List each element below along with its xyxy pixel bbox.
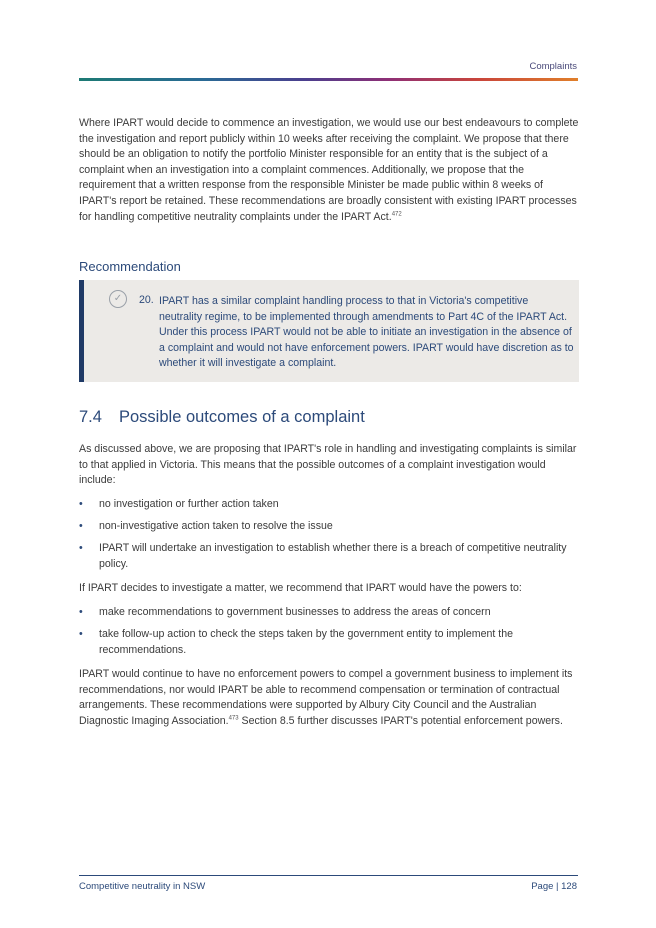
footer-title: Competitive neutrality in NSW <box>79 881 206 892</box>
section-number: 7.4 <box>79 408 102 426</box>
recommendation-number: 20. <box>139 294 154 306</box>
bullet-icon: • <box>79 606 83 618</box>
footer-rule <box>79 875 578 876</box>
section-title: Possible outcomes of a complaint <box>119 408 365 426</box>
bullet-icon: • <box>79 628 83 640</box>
intro-text: Where IPART would decide to commence an investigation, we would use our best endeavours to complete the investigation and report publicly within 10 weeks after receiving the complaint. We propose that there should be an obligation to notify the portfolio Minister responsible for an entity that is the subject of a complaint when an investigation into a complaint commences. Additionally, we propose that the requirement that a written response from the responsible Minister be made public within 8 weeks of IPART's report be retained. These recommendations are broadly consistent with existing IPART processes for handling competitive neutrality complaints under the IPART Act. <box>79 117 579 223</box>
page-number: Page | 128 <box>531 881 577 892</box>
check-circle-icon: ✓ <box>109 290 127 308</box>
recommendation-accent-bar <box>79 280 84 382</box>
list-item: • non-investigative action taken to resolve the issue <box>79 519 579 535</box>
footnote-ref[interactable]: 472 <box>391 211 402 218</box>
bullet-icon: • <box>79 542 83 554</box>
header-rule <box>79 78 578 81</box>
recommendation-text: IPART has a similar complaint handling process to that in Victoria's competitive neutrality regime, to be implemented through amendments to Part 4C of the IPART Act. Under this process IPART would not be able to initiate an investigation in the absence of a complaint and would not have enforcement powers. IPART would have discretion as to whether it will investigate a complaint. <box>159 295 574 370</box>
paragraph-enforcement <box>79 667 579 729</box>
bullet-icon: • <box>79 498 83 510</box>
paragraph-outcomes: As discussed above, we are proposing that IPART's role in handling and investigating complaints is similar to that applied in Victoria. This means that the possible outcomes of a complaint investigation would include: <box>79 443 577 487</box>
list-item: • IPART will undertake an investigation to establish whether there is a breach of competitive neutrality policy. <box>79 542 567 570</box>
recommendation-box <box>79 280 579 382</box>
section-heading <box>79 408 365 427</box>
enforcement-text-b: Section 8.5 further discusses IPART's potential enforcement powers. <box>238 714 563 727</box>
intro-paragraph <box>79 116 579 225</box>
list-item: • take follow-up action to check the steps taken by the government entity to implement the recommendations. <box>79 628 513 656</box>
bullet-icon: • <box>79 520 83 532</box>
enforcement-text-a: IPART would continue to have no enforcement powers to compel a government business to implement its recommendations, nor would IPART be able to recommend compensation or termination of contractual arrangements. These recommendations were supported by Albury City Council and the Australian Diagnostic Imaging Association. <box>79 668 573 727</box>
list-item: • make recommendations to government businesses to address the areas of concern <box>79 605 579 621</box>
running-header: Complaints <box>529 61 577 72</box>
footnote-ref[interactable]: 473 <box>228 715 239 722</box>
list-item: • no investigation or further action taken <box>79 497 579 513</box>
paragraph-powers: If IPART decides to investigate a matter, we recommend that IPART would have the powers to: <box>79 582 522 594</box>
recommendation-heading: Recommendation <box>79 259 181 274</box>
